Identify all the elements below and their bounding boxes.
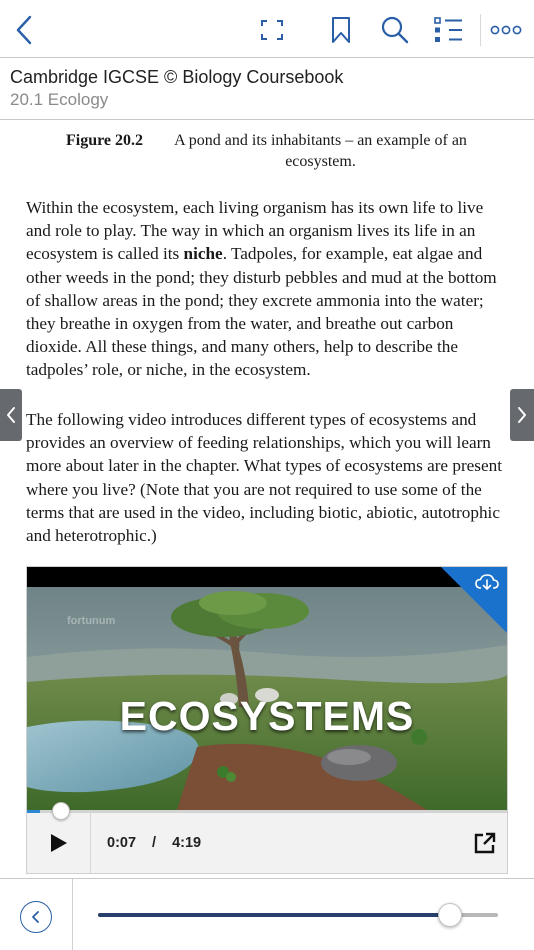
play-button[interactable] xyxy=(27,813,91,873)
page-slider-fill xyxy=(98,913,450,917)
cloud-download-icon[interactable] xyxy=(475,573,499,596)
fullscreen-icon[interactable] xyxy=(256,10,288,50)
bottom-divider xyxy=(72,879,73,950)
page-slider-handle[interactable] xyxy=(438,903,462,927)
video-controls xyxy=(27,813,507,873)
search-icon[interactable] xyxy=(378,10,412,50)
external-link-icon xyxy=(473,831,497,855)
paragraph-video-intro: The following video introduces different types of ecosystems and provides an overview of feeding relationships, which you will learn more about later in the chapter. What types of ecosystems are present where you live? (Note that you are not required to use some of the terms that are used in the video, including biotic, abiotic, autotrophic and heterotrophic.) xyxy=(26,410,502,546)
chevron-left-icon xyxy=(30,910,42,924)
page-position-slider[interactable] xyxy=(98,913,498,917)
paragraph-text: . Tadpoles, for example, eat algae and other weeds in the pond; they disturb pebbles and mud at the bottom of shallow areas in the pond; they excrete ammonia into the water; they breathe in oxygen from the water, and breathe out carbon dioxide. All these things, and many others, help to describe the tadpoles’ role, or niche, in the ecosystem. xyxy=(26,244,497,380)
figure-caption-text: A pond and its inhabitants – an example of an ecosystem. xyxy=(174,132,467,170)
current-time: 0:07 xyxy=(107,835,137,851)
video-frame[interactable] xyxy=(27,567,507,810)
more-icon[interactable] xyxy=(488,10,524,50)
back-chevron-icon[interactable] xyxy=(8,10,40,50)
book-title: Cambridge IGCSE © Biology Coursebook xyxy=(10,67,344,87)
page-content xyxy=(26,128,510,546)
table-of-contents-icon[interactable] xyxy=(430,10,466,50)
paragraph-text: Within the ecosystem, each living organism has its own life to live and role to play. The way in which an organism lives its life in an ecosystem is called its xyxy=(26,198,484,264)
play-icon xyxy=(50,833,68,853)
chevron-right-icon xyxy=(516,406,528,424)
top-toolbar xyxy=(0,0,534,58)
book-header xyxy=(0,58,534,120)
paragraph-niche xyxy=(26,196,510,382)
figure-caption xyxy=(26,128,510,172)
time-separator: / xyxy=(152,835,157,851)
video-player xyxy=(26,566,508,874)
chevron-left-icon xyxy=(5,406,17,424)
section-title: 20.1 Ecology xyxy=(10,90,109,109)
history-back-button[interactable] xyxy=(20,901,52,933)
video-time xyxy=(107,813,201,873)
popout-button[interactable] xyxy=(473,831,497,855)
term-niche: niche xyxy=(183,244,223,264)
video-watermark: fortunum xyxy=(67,615,116,627)
bookmark-icon[interactable] xyxy=(326,10,356,50)
toolbar-divider xyxy=(480,14,481,46)
bottom-navigation-bar xyxy=(0,878,534,950)
duration: 4:19 xyxy=(172,835,202,851)
previous-page-button[interactable] xyxy=(0,389,22,441)
figure-number: Figure 20.2 xyxy=(65,132,144,149)
video-title: ECOSYSTEMS xyxy=(119,693,415,739)
next-page-button[interactable] xyxy=(510,389,534,441)
